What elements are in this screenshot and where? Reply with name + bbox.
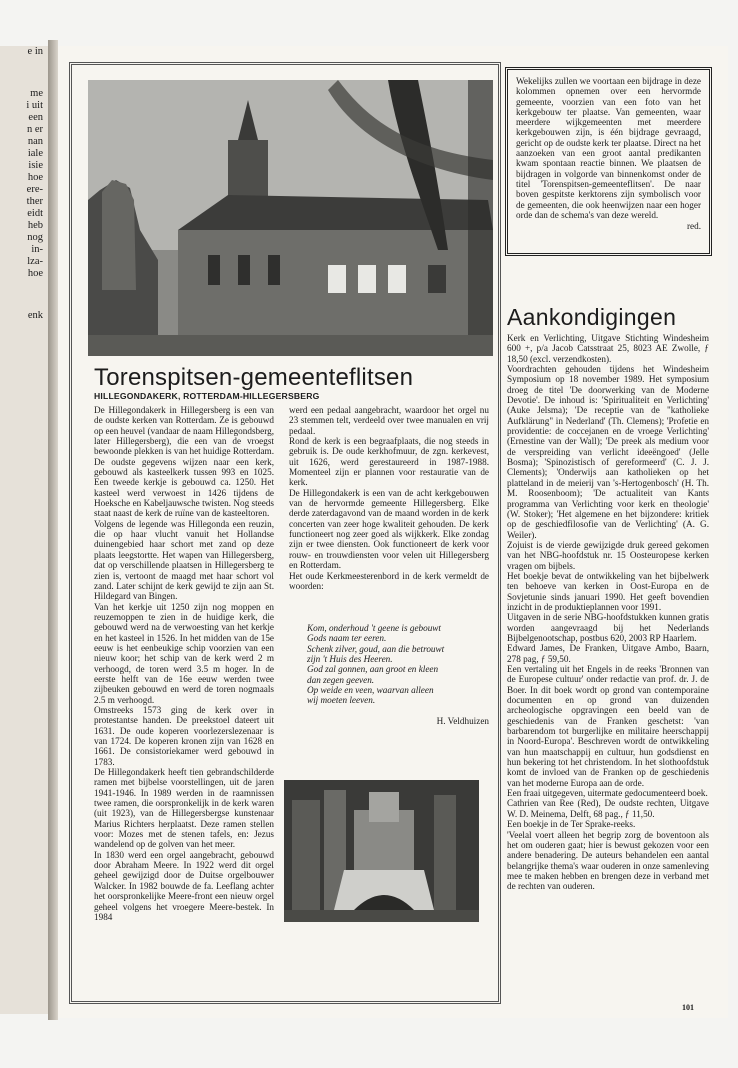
announcement-paragraph: Zojuist is de vierde gewijzigde druk gereed gekomen van het NBG-hoofdstuk nr. 15 Oosteuropese kerken vragen om bijbels.: [507, 539, 709, 571]
previous-page-fragment: hoe: [27, 268, 43, 279]
announcement-paragraph: Cathrien van Ree (Red), De oudste rechten, Uitgave W. D. Meinema, Delft, 68 pag., ƒ 11,50.: [507, 798, 709, 819]
church-exterior-illustration: [88, 80, 493, 356]
announcement-paragraph: Voordrachten gehouden tijdens het Windesheim Symposium op 18 november 1989. Het symposium droeg de titel 'De doorwerking van de Moderne Devotie'. De inhoud is: 'Spiritualiteit en Verlichting' (Auke Jelsma); 'De receptie van de "katholieke Aufklärung" in Nederland' (Th. Clemens); 'Profetie en providentie: de coccejanen en de vroege Verlichting' (Ernestine van der Wall); 'De preek als medium voor de verspreiding van verlicht ideeëngoed' (Jelle Bosma); 'Spinozistisch of gereformeerd' (C. J. J. Clements); 'Onderwijs aan katholieken op het platteland in de meierij van 's-Hertogenbosch' (H. Th. M. Roosenboom); 'De actualiteit van Kants programma van Verlichting voor kerk en theologie' (W. Stoker); 'Het algemene en het bijzondere: kritiek op de geschiedfilosofie van de Verlichting' (A. G. Weiler).: [507, 364, 709, 540]
previous-page-fragment: nan: [27, 136, 43, 147]
article-column-1: [94, 405, 274, 922]
article-paragraph: De Hillegondakerk heeft tien gebrandschilderde ramen met bijbelse voorstellingen, uit de jaren 1941-1946. In 1989 werden in de raamnissen twee ramen, die oorspronkelijk in de kerk waren (uit 1923), van de Hillegersbergse kunstenaar Marius Richters herplaatst. Deze ramen stellen voor: Mozes met de stenen tafels, en: Jezus wandelend op de golven van het meer.: [94, 767, 274, 850]
article-paragraph: Omstreeks 1573 ging de kerk over in protestantse handen. De preekstoel dateert uit 1631. De oude koperen voorlezerslezenaar is van 1724. De koperen kronen zijn van 1628 en 1661. De consistoriekamer werd gebouwd in 1783.: [94, 704, 274, 767]
previous-page-fragment: nog: [27, 232, 43, 243]
announcement-paragraph: 'Veelal voert alleen het begrip zorg de boventoon als het om ouderen gaat; hier is bewust gekozen voor een andere benadering. De auteurs behandelen een aantal belangrijke thema's waar ouderen in onze samenleving mee te maken hebben en brengen deze in verband met de rechten van ouderen.: [507, 829, 709, 892]
article-paragraph: werd een pedaal aangebracht, waardoor het orgel nu 23 stemmen telt, verdeeld over twee manualen en vrij pedaal.: [289, 405, 489, 436]
previous-page-fragment: [0, 58, 48, 88]
church-board-poem: [307, 623, 487, 706]
article-paragraph: Rond de kerk is een begraafplaats, die nog steeds in gebruik is. De oude kerkhofmuur, de zgn. kerkevest, uit 1626, werd gerestaureerd in 1987-1988. Momenteel zijn er plannen voor restauratie van de kerk.: [289, 436, 489, 488]
previous-page-fragment: hoe: [27, 172, 43, 183]
previous-page-fragment: eidt: [27, 208, 43, 219]
previous-page-fragment: in-: [31, 244, 43, 255]
previous-page-fragment: [0, 280, 48, 310]
article-author: H. Veldhuizen: [436, 716, 489, 726]
editorial-notice-box: [505, 67, 712, 256]
church-interior-illustration: [284, 780, 479, 922]
poem-line: zijn 't Huis des Heeren.: [307, 654, 393, 665]
article-paragraph: De Hillegondakerk in Hillegersberg is een van de oudste kerken van Rotterdam. Ze is gebouwd op een heuvel (vandaar de naam Hillegondsberg, later Hillegersberg), die een van de vroegst bewoonde plekken is van het huidige Rotterdam. De oudste gegevens wijzen naar een kerk, gebouwd als kasteelkerk tussen 993 en 1025. Een tweede kerkje is gebouwd ca. 1250. Het kasteel werd verwoest in 1426 tijdens de Hoeksche en Kabeljauwsche twisten. Nog steeds staat naast de kerk de ruïne van de kasteeltoren.: [94, 405, 274, 519]
announcement-paragraph: Kerk en Verlichting, Uitgave Stichting Windesheim 600 +, p/a Jacob Catsstraat 25, 8023 AE Zwolle, ƒ 18,50 (excl. verzendkosten).: [507, 333, 709, 364]
poem-line: God zal gonnen, aan groot en kleen: [307, 664, 439, 675]
previous-page-fragment: ther: [26, 196, 43, 207]
article-paragraph: Het oude Kerkmeesterenbord in de kerk vermeldt de woorden:: [289, 570, 489, 591]
book-gutter: [48, 40, 58, 1020]
announcements-column: [507, 333, 709, 892]
previous-page-edge: [0, 46, 49, 1014]
announcement-paragraph: Een boekje in de Ter Sprake-reeks.: [507, 819, 636, 830]
notice-signature: red.: [686, 221, 701, 232]
poem-line: Schenk zilver, goud, aan die betrouwt: [307, 643, 445, 654]
poem-line: Gods naam ter eeren.: [307, 633, 387, 644]
article-title: Torenspitsen-gemeenteflitsen: [94, 364, 414, 391]
announcement-paragraph: Uitgaven in de serie NBG-hoofdstukken kunnen gratis worden aangevraagd bij het Nederlands Bijbelgenootschap, postbus 620, 2003 RP Haarlem.: [507, 612, 709, 643]
previous-page-fragment: een: [28, 112, 43, 123]
announcements-title: Aankondigingen: [507, 304, 677, 330]
previous-page-fragment: ere-: [26, 184, 43, 195]
previous-page-fragment: n er: [26, 124, 43, 135]
announcement-paragraph: Een fraai uitgegeven, uitermate gedocumenteerd boek.: [507, 788, 708, 799]
article-paragraph: De Hillegondakerk is een van de acht kerkgebouwen van de hervormde gemeente Hillegersberg. Elke derde zaterdagavond van de maand worden in de kerk concerten van zeer hoge kwaliteit gehouden. De kerk functioneert nog zeer goed als wijkkerk. Elke zondag zijn er twee diensten. Ook functioneert de kerk voor rouw- en trouwdiensten voor velen uit Hillegersberg en Rotterdam.: [289, 487, 489, 571]
announcement-paragraph: Edward James, De Franken, Uitgave Ambo, Baarn, 278 pag, ƒ 59,50.: [507, 643, 709, 664]
poem-line: Op weide en veen, waarvan alleen: [307, 685, 434, 696]
page-number: 101: [682, 1003, 694, 1012]
previous-page-fragment: e in: [27, 46, 43, 57]
previous-page-fragment: heb: [27, 220, 43, 231]
previous-page-fragment: lza-: [27, 256, 43, 267]
previous-page-fragment: me: [30, 88, 43, 99]
poem-line: Kom, onderhoud 't geene is gebouwt: [307, 623, 441, 633]
previous-page-fragments: [0, 46, 48, 322]
church-exterior-photo: [88, 80, 493, 356]
article-paragraph: Van het kerkje uit 1250 zijn nog moppen en reuzemoppen te zien in de huidige kerk, die gebouwd werd na de verwoesting van het kerkje en het kasteel in 1526. In het midden van de 15e eeuw is het eenbeukige schip voorzien van een nieuw koor; het schip van de kerk werd 2 m verhoogd, de toren werd 3.5 m hoger. In de eerste helft van de 16e eeuw werden twee zijbeuken gebouwd en werd de toren nogmaals 2.5 m verhoogd.: [94, 601, 274, 705]
notice-text: Wekelijks zullen we voortaan een bijdrage in deze kolommen opnemen over een hervormde gemeente, voorzien van een foto van het kerkgebouw ter plaatse. Van gemeenten, waar meerdere wijkgemeenten met meerdere kerkgebouwen zijn, is één bijdrage gevraagd, gericht op de oudste kerk ter plaatse. Direct na het aanzoeken van een groot aantal predikanten kwam spontaan reactie binnen. We plaatsen de bijdragen in volgorde van binnenkomst onder de titel 'Torenspitsen-gemeenteflitsen'. De naar boven gespitste kerktorens zijn symbolisch voor de gemeenten, die ook heenwijzen naar een hoger orde dan de schema's van deze wereld.: [516, 76, 701, 220]
previous-page-fragment: iale: [27, 148, 43, 159]
previous-page-fragment: enk: [27, 310, 43, 321]
poem-line: wij moeten leeven.: [307, 695, 376, 706]
previous-page-fragment: isie: [28, 160, 43, 171]
article-paragraph: Volgens de legende was Hillegonda een reuzin, die op haar vlucht vanuit het Hollandse duinengebied haar schort met zand op deze plaats leegstortte. Het wapen van Hillegersberg, dat op verschillende plaatsen in Hillegersberg te zien is, vertoont de maagd met haar schort vol zand. Later schijnt de kerk gewijd te zijn aan St. Hildegard van Bingen.: [94, 518, 274, 602]
poem-line: dan zegen geeven.: [307, 674, 375, 685]
article-subtitle: HILLEGONDAKERK, ROTTERDAM-HILLEGERSBERG: [94, 391, 320, 401]
announcement-paragraph: Een vertaling uit het Engels in de reeks 'Bronnen van de Europese cultuur' onder redactie van prof. dr. J. de Boer. In dit boek wordt op grond van contemporaine documenten en op grond van duizenden archeologische opgravingen een beeld van de geschiedenis van de Franken geschetst: 'van barbarendom tot burgerlijke en militaire heerschappij in Noord-Europa'. Beschreven wordt de ontwikkeling van hun maatschappij en cultuur, hun godsdienst en hun bekering tot het christendom. In het slothoofdstuk komt de invloed van de Franken op de geschiedenis van het moderne Europa aan de orde.: [507, 664, 709, 788]
church-interior-photo: [284, 780, 479, 922]
article-paragraph: In 1830 werd een orgel aangebracht, gebouwd door Abraham Meere. In 1922 werd dit orgel geheel gewijzigd door de Duitse orgelbouwer Walcker. In 1982 bouwde de fa. Leeflang achter het oorspronkelijke Meere-front een nieuw orgel geheel volgens het vroegere Meere-bestek. In 1984: [94, 849, 274, 922]
announcement-paragraph: Het boekje bevat de ontwikkeling van het bijbelwerk ten behoeve van kerken in Oost-Europa en de Sovjetunie sinds januari 1990. Het geeft bovendien inzicht in de produktieplannen voor 1991.: [507, 570, 709, 612]
article-column-2: [289, 405, 489, 591]
previous-page-fragment: i uit: [26, 100, 43, 111]
